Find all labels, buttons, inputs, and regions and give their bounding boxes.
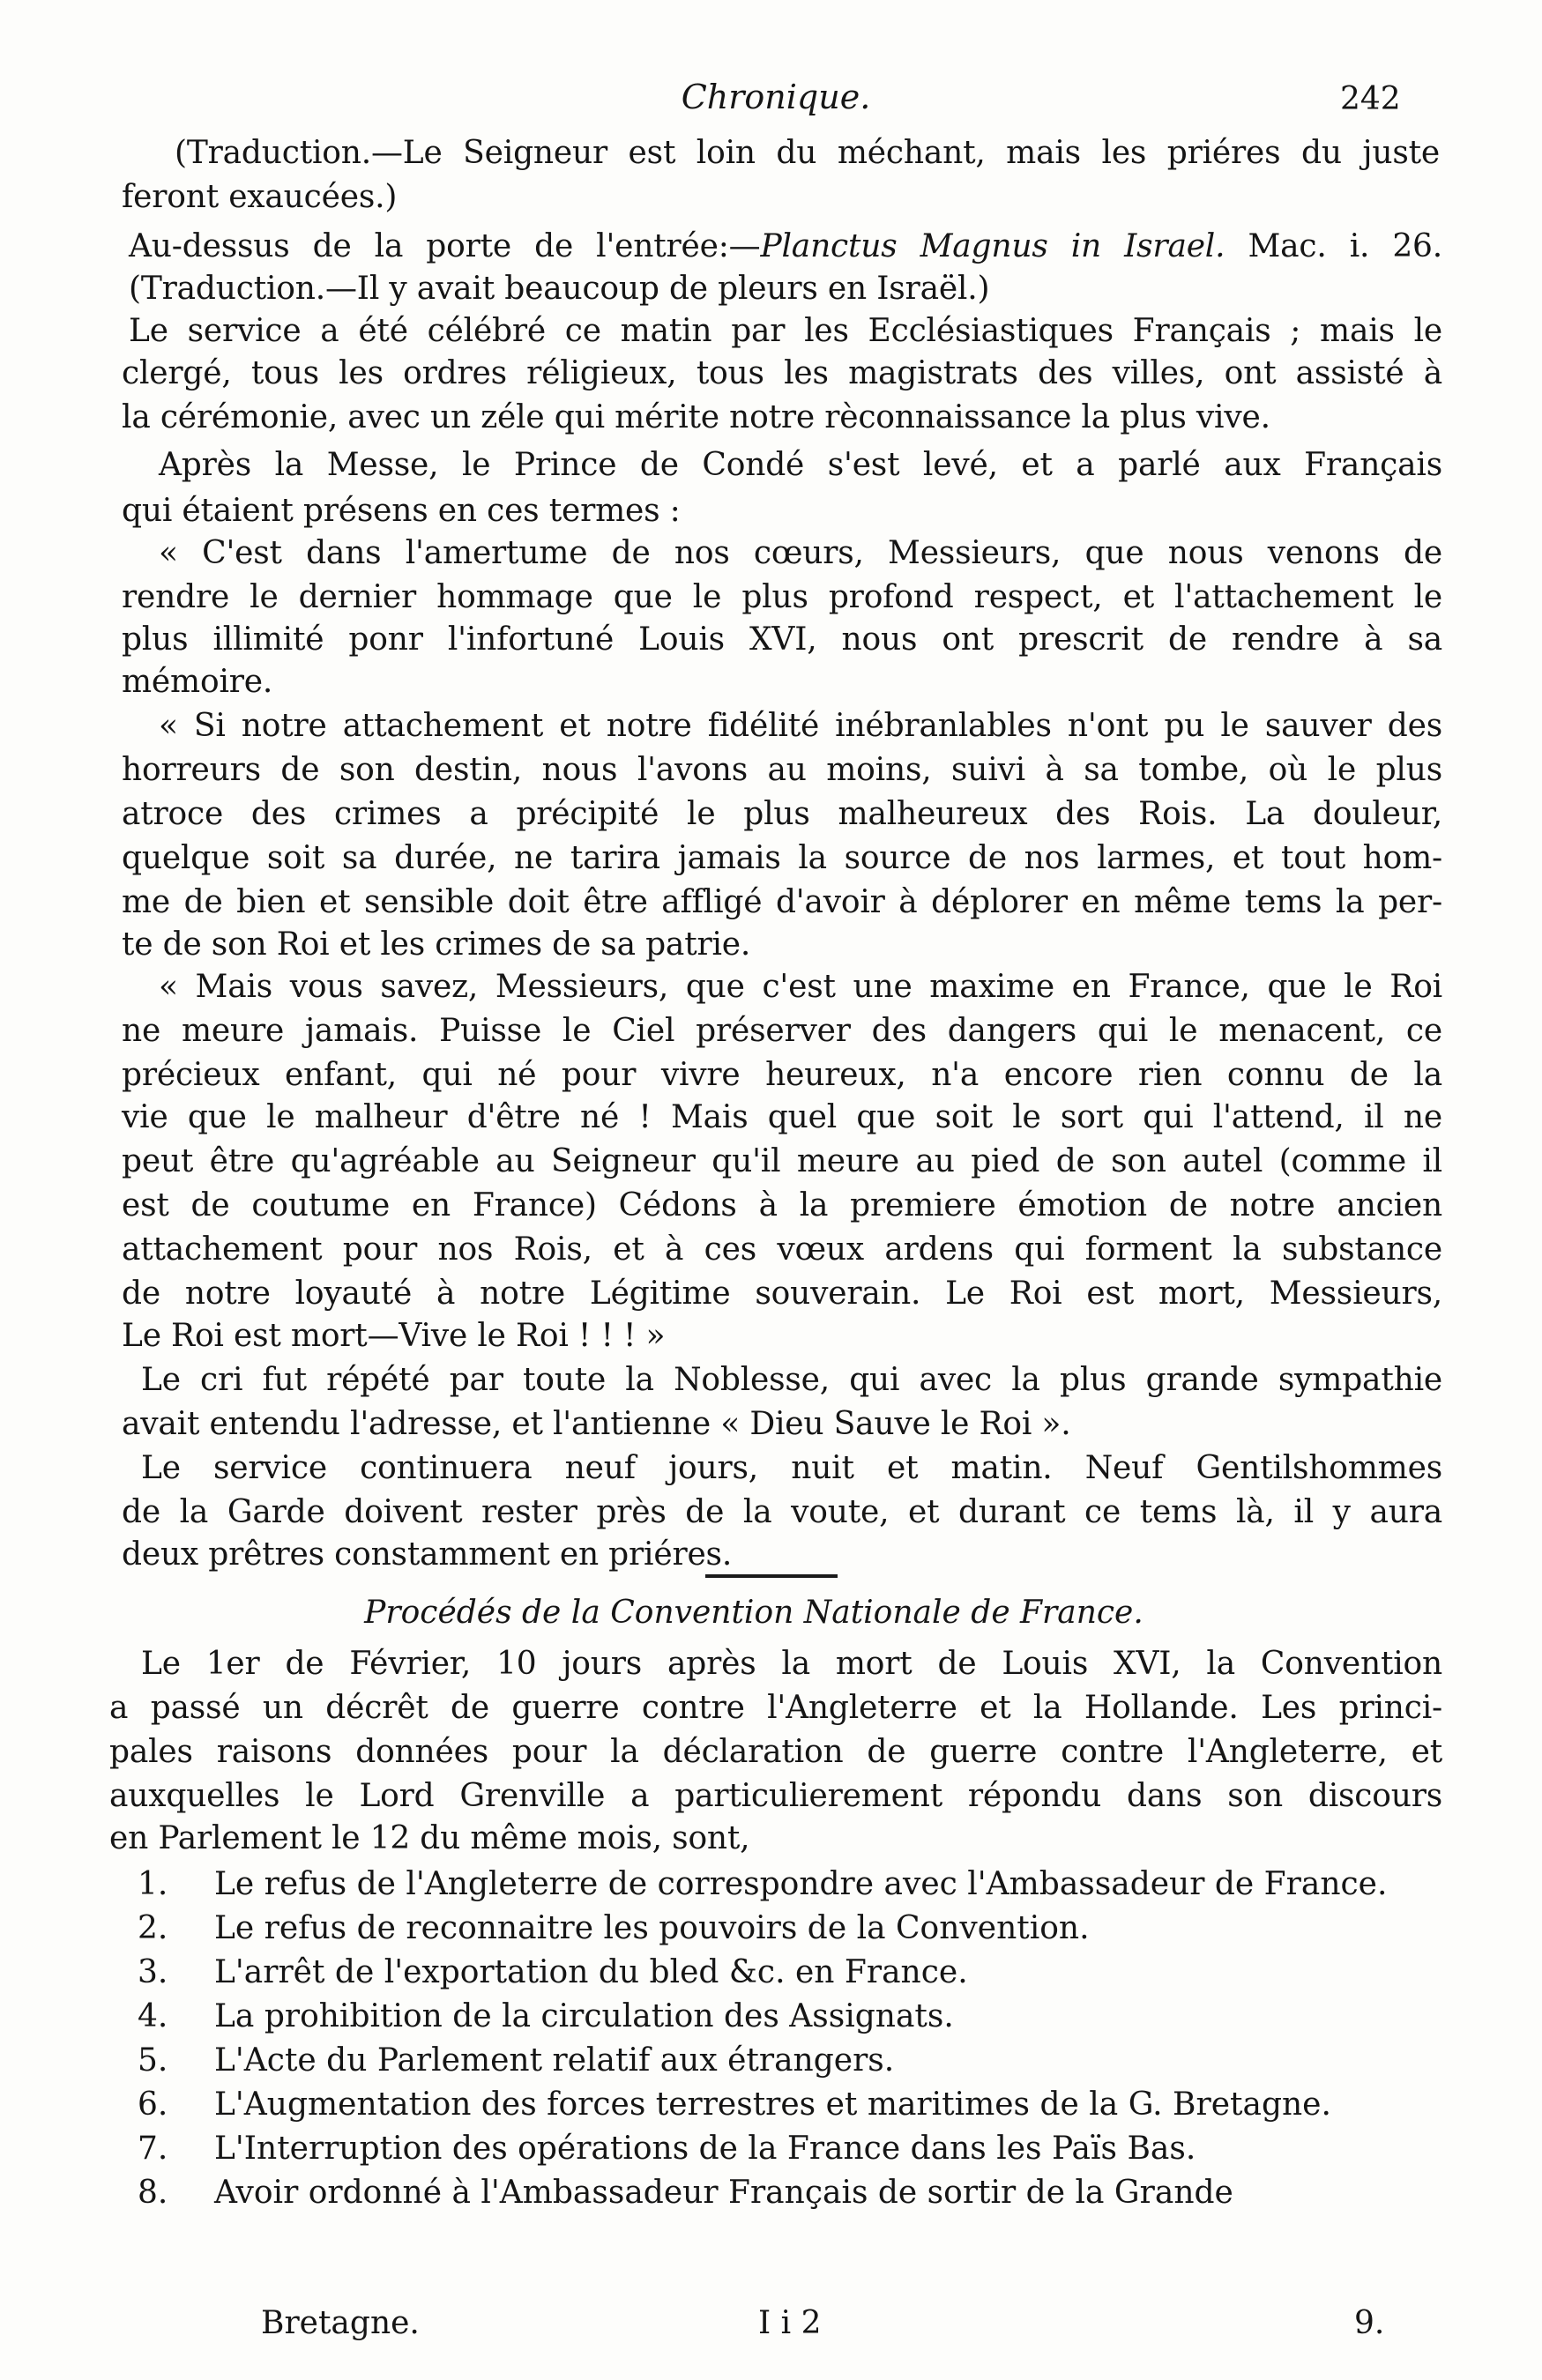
list-item: Le refus de reconnaitre les pouvoirs de la Convention.	[214, 1910, 1090, 1946]
text-line: précieux enfant, qui né pour vivre heureux, n'a encore rien connu de la	[122, 1057, 1442, 1093]
text-line: me de bien et sensible doit être affligé d'avoir à déplorer en même tems la per-	[122, 884, 1442, 920]
text-line: est de coutume en France) Cédons à la premiere émotion de notre ancien	[122, 1187, 1442, 1223]
list-item: L'Augmentation des forces terrestres et maritimes de la G. Bretagne.	[214, 2086, 1331, 2123]
text-line: deux prêtres constamment en priéres.	[122, 1536, 733, 1573]
text-line: (Traduction.—Le Seigneur est loin du méchant, mais les priéres du juste	[175, 135, 1440, 171]
text-line: ne meure jamais. Puisse le Ciel préserver des dangers qui le menacent, ce	[122, 1013, 1442, 1049]
text-line: auxquelles le Lord Grenville a particulierement répondu dans son discours	[109, 1778, 1442, 1814]
text-line: plus illimité ponr l'infortuné Louis XVI, nous ont prescrit de rendre à sa	[122, 621, 1442, 658]
text-line: la cérémonie, avec un zéle qui mérite notre rèconnaissance la plus vive.	[122, 399, 1270, 435]
text-line: « Si notre attachement et notre fidélité inébranlables n'ont pu le sauver des	[159, 708, 1442, 744]
text-line: avait entendu l'adresse, et l'antienne « Dieu Sauve le Roi ».	[122, 1406, 1071, 1442]
running-header	[0, 78, 1542, 130]
text-line: de la Garde doivent rester près de la voute, et durant ce tems là, il y aura	[122, 1494, 1442, 1530]
list-number: 8.	[138, 2175, 168, 2211]
text-line: Le service continuera neuf jours, nuit et matin. Neuf Gentilshommes	[141, 1450, 1442, 1486]
text-line: feront exaucées.)	[122, 179, 398, 215]
text-line: vie que le malheur d'être né ! Mais quel que soit le sort qui l'attend, il ne	[122, 1099, 1442, 1135]
list-item: L'Interruption des opérations de la France dans les Païs Bas.	[214, 2131, 1196, 2167]
text-line: « C'est dans l'amertume de nos cœurs, Messieurs, que nous venons de	[159, 535, 1442, 571]
text-line: horreurs de son destin, nous l'avons au moins, suivi à sa tombe, où le plus	[122, 752, 1442, 788]
signature-mark: I i 2	[758, 2305, 822, 2341]
text-line: atroce des crimes a précipité le plus malheureux des Rois. La douleur,	[122, 796, 1442, 832]
page-number: 242	[1340, 81, 1401, 117]
text-line: Le Roi est mort—Vive le Roi ! ! ! »	[122, 1318, 666, 1354]
text-line: a passé un décrêt de guerre contre l'Angleterre et la Hollande. Les princi-	[109, 1690, 1442, 1726]
text-line: qui étaient présens en ces termes :	[122, 493, 681, 529]
section-divider	[705, 1574, 838, 1578]
text-line: Le 1er de Février, 10 jours après la mort de Louis XVI, la Convention	[141, 1646, 1442, 1682]
list-number: 5.	[138, 2042, 168, 2079]
list-number: 4.	[138, 1998, 168, 2034]
text-line: Après la Messe, le Prince de Condé s'est levé, et a parlé aux Français	[159, 447, 1442, 483]
text-line: Le cri fut répété par toute la Noblesse, qui avec la plus grande sympathie	[141, 1362, 1442, 1398]
text-line: Le service a été célébré ce matin par les Ecclésiastiques Français ; mais le	[129, 313, 1442, 349]
text-line: attachement pour nos Rois, et à ces vœux ardens qui forment la substance	[122, 1231, 1442, 1268]
list-item: L'arrêt de l'exportation du bled &c. en France.	[214, 1954, 968, 1990]
text-line: te de son Roi et les crimes de sa patrie.	[122, 926, 751, 963]
list-item: La prohibition de la circulation des Assignats.	[214, 1998, 954, 2034]
text-line: quelque soit sa durée, ne tarira jamais la source de nos larmes, et tout hom-	[122, 840, 1442, 876]
list-number: 7.	[138, 2131, 168, 2167]
text-line: (Traduction.—Il y avait beaucoup de pleurs en Israël.)	[129, 271, 990, 307]
text-line: rendre le dernier hommage que le plus profond respect, et l'attachement le	[122, 579, 1442, 615]
list-number: 3.	[138, 1954, 168, 1990]
running-title: Chronique.	[681, 78, 871, 116]
list-number: 1.	[138, 1866, 168, 1902]
text-line: peut être qu'agréable au Seigneur qu'il meure au pied de son autel (comme il	[122, 1143, 1442, 1179]
list-item: L'Acte du Parlement relatif aux étrangers.	[214, 2042, 895, 2079]
text-line: mémoire.	[122, 664, 273, 700]
text-line: pales raisons données pour la déclaration de guerre contre l'Angleterre, et	[109, 1734, 1442, 1770]
text-line: Au-dessus de la porte de l'entrée:—Planctus Magnus in Israel. Mac. i. 26.	[129, 228, 1442, 264]
list-item: Le refus de l'Angleterre de correspondre avec l'Ambassadeur de France.	[214, 1866, 1388, 1902]
text-line: de notre loyauté à notre Légitime souverain. Le Roi est mort, Messieurs,	[122, 1276, 1442, 1312]
list-number: 2.	[138, 1910, 168, 1946]
list-number: 6.	[138, 2086, 168, 2123]
section-heading: Procédés de la Convention Nationale de France.	[364, 1595, 1143, 1631]
list-item: Avoir ordonné à l'Ambassadeur Français de sortir de la Grande	[214, 2175, 1233, 2211]
text-line: « Mais vous savez, Messieurs, que c'est une maxime en France, que le Roi	[159, 969, 1442, 1005]
catchword: 9.	[1354, 2305, 1385, 2341]
text-line: en Parlement le 12 du même mois, sont,	[109, 1820, 750, 1856]
continuation-word: Bretagne.	[261, 2305, 420, 2341]
text-line: clergé, tous les ordres réligieux, tous les magistrats des villes, ont assisté à	[122, 355, 1442, 391]
